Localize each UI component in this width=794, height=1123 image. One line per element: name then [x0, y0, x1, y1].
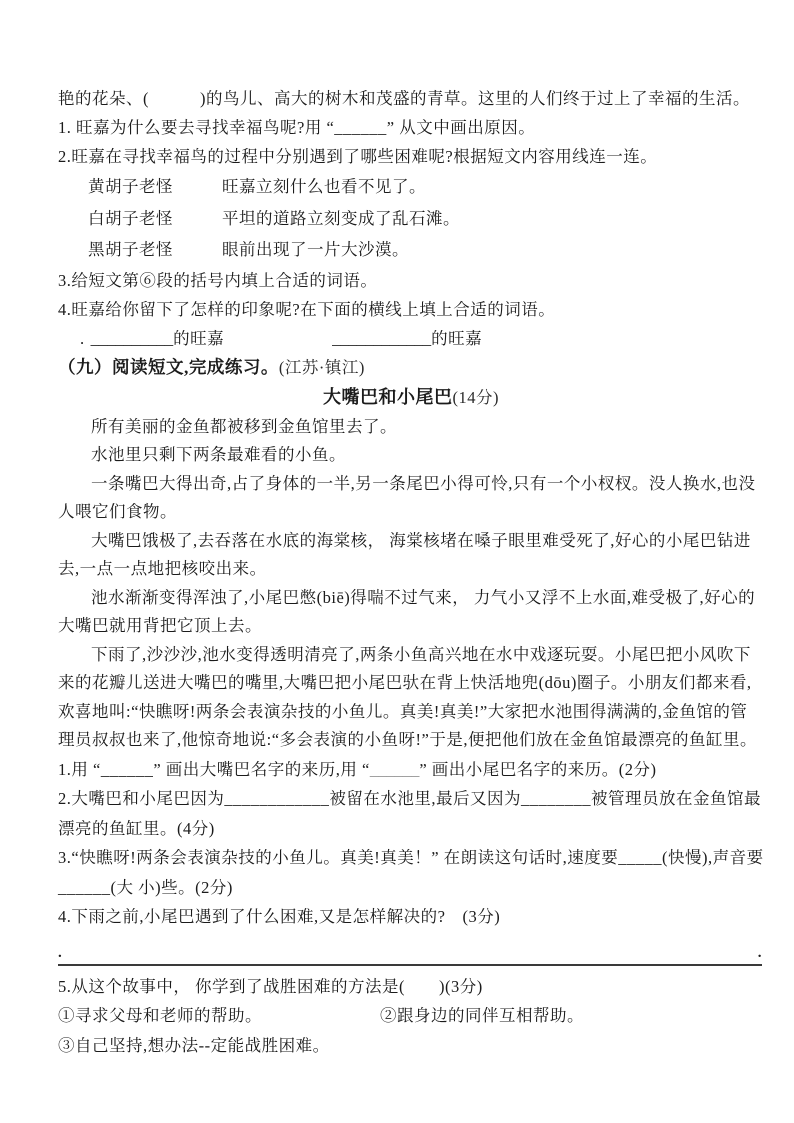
- fill-label-2: 的旺嘉: [431, 328, 483, 348]
- part1-q4-fill-line: [80, 324, 764, 353]
- part1-question-4: 4.旺嘉给你留下了怎样的印象呢?在下面的横线上填上合适的词语。: [58, 299, 556, 319]
- q1-gray-blank: ______: [369, 759, 420, 779]
- matching-right-item: 眼前出现了一片大沙漠。: [222, 240, 409, 259]
- fill-label-1: 的旺嘉: [173, 328, 225, 348]
- matching-row: [88, 171, 764, 203]
- part2-question-5: 5.从这个故事中， 你学到了战胜困难的方法是( )(3分): [58, 976, 483, 996]
- part1-question-2: 2.旺嘉在寻找幸福鸟的过程中分别遇到了哪些困难呢?根据短文内容用线连一连。: [58, 147, 658, 166]
- story-title: [58, 382, 764, 413]
- matching-right-item: 平坦的道路立刻变成了乱石滩。: [222, 208, 460, 228]
- q5-options-row: [58, 1001, 764, 1031]
- matching-left-item: 白胡子老怪: [88, 208, 173, 228]
- part2-question-3: 3.“快瞧呀!两条会表演杂技的小鱼儿。真美!真美！” 在朗读这句话时,速度要_____(快慢),声音要______(大 小)些。(2分): [58, 848, 764, 897]
- q5-option-2: ②跟身边的同伴互相帮助。: [380, 1006, 584, 1025]
- matching-right-item: 旺嘉立刻什么也看不见了。: [222, 177, 426, 196]
- part2-questions: [58, 755, 764, 1061]
- matching-left-item: 黄胡子老怪: [88, 177, 173, 196]
- section-heading-text: （九）阅读短文,完成练习。: [58, 356, 279, 377]
- part2-question-4: 4.下雨之前,小尾巴遇到了什么困难,又是怎样解决的? (3分): [58, 907, 501, 926]
- story-paragraph: 大嘴巴饿极了,去吞落在水底的海棠核， 海棠核堵在嗓子眼里难受死了,好心的小尾巴钻进去,一点一点地把核咬出来。: [58, 530, 751, 578]
- matching-row: [88, 203, 764, 235]
- answer-line-left-dot: .: [58, 944, 63, 961]
- matching-row: [88, 234, 764, 266]
- fill-blank-2: ____________: [332, 328, 432, 348]
- story-body: [58, 413, 764, 755]
- q4-answer-line: [58, 944, 762, 966]
- fill-dot: .: [80, 328, 85, 348]
- section-source: (江苏·镇江): [278, 357, 365, 377]
- q5-option-3: ③自己坚持,想办法--定能战胜困难。: [58, 1035, 330, 1055]
- story-title-text: 大嘴巴和小尾巴: [323, 386, 453, 407]
- q1-text-pre: 1.用 “______” 画出大嘴巴名字的来历,用 “: [58, 759, 370, 779]
- part1-question-1: 1. 旺嘉为什么要去寻找幸福鸟呢?用 “______” 从文中画出原因。: [58, 118, 536, 137]
- story-paragraph: 一条嘴巴大得出奇,占了身体的一半,另一条尾巴小得可怜,只有一个小杈杈。没人换水,也没人喂它们食物。: [58, 473, 756, 521]
- matching-left-item: 黑胡子老怪: [88, 240, 173, 259]
- part2-question-2: 2.大嘴巴和小尾巴因为____________被留在水池里,最后又因为________被管理员放在金鱼馆最漂亮的鱼缸里。(4分): [58, 789, 761, 838]
- q1-text-post: ” 画出小尾巴名字的来历。(2分): [419, 759, 657, 779]
- q5-option-1: ①寻求父母和老师的帮助。: [58, 1006, 262, 1025]
- part2-question-1: [58, 755, 764, 785]
- story-paragraph: 所有美丽的金鱼都被移到金鱼馆里去了。: [91, 416, 397, 436]
- answer-line-right-dot: .: [757, 944, 762, 961]
- story-paragraph: 池水渐渐变得浑浊了,小尾巴憋(biē)得喘不过气来， 力气小又浮不上水面,难受极了,好心的大嘴巴就用背把它顶上去。: [58, 587, 756, 635]
- matching-exercise: [88, 171, 764, 266]
- part1-question-3: 3.给短文第⑥段的括号内填上合适的词语。: [58, 270, 378, 290]
- intro-line: 艳的花朵、( )的鸟儿、高大的树木和茂盛的青草。这里的人们终于过上了幸福的生活。: [58, 89, 750, 108]
- part2-section-heading: [58, 353, 764, 382]
- story-paragraph: 水池里只剩下两条最难看的小鱼。: [91, 445, 346, 464]
- story-paragraph: 下雨了,沙沙沙,池水变得透明清亮了,两条小鱼高兴地在水中戏逐玩耍。小尾巴把小风吹下来的花瓣儿送进大嘴巴的嘴里,大嘴巴把小尾巴驮在背上快活地兜(dōu)圈子。小朋友们都来看,欢喜地叫:“快瞧呀!两条会表演杂技的小鱼儿。真美!真美!”大家把水池围得满满的,金鱼馆的管理员叔叔也来了,他惊奇地说:“多会表演的小鱼呀!”于是,便把他们放在金鱼馆最漂亮的鱼缸里。: [58, 644, 757, 749]
- story-score: (14分): [452, 387, 499, 407]
- fill-blank-1: __________: [90, 328, 174, 348]
